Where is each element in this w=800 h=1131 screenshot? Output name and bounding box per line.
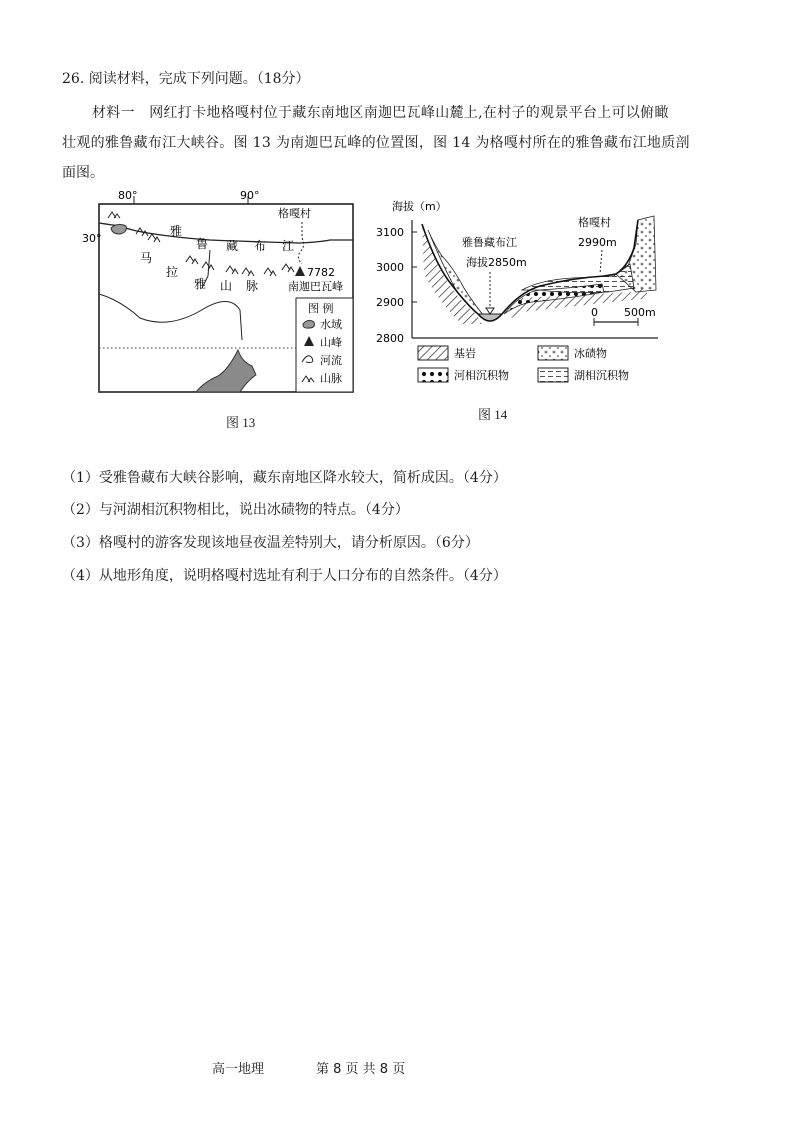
legend-river-sediment: 河相沉积物: [454, 369, 509, 382]
peak-name: 南迦巴瓦峰: [288, 280, 343, 293]
peak-icon: [295, 266, 305, 276]
tick-3100: 3100: [376, 226, 404, 239]
y-axis-title: 海拔（m）: [392, 200, 447, 213]
river-altitude: 海拔2850m: [466, 256, 527, 269]
legend-swatch-lake-sediment: [538, 368, 568, 382]
river-char-4: 布: [254, 239, 267, 253]
legend-moraine: 冰碛物: [574, 347, 607, 360]
sub-question-1: （1）受雅鲁藏布大峡谷影响，藏东南地区降水较大，简析成因。（4分）: [62, 470, 507, 486]
figure-13-caption: 图 13: [226, 415, 256, 430]
river-char-2: 鲁: [196, 237, 209, 251]
mountain-char-3: 雅: [194, 277, 207, 291]
lake-icon: [111, 224, 126, 234]
lon-90-label: 90°: [240, 189, 260, 202]
sub-question-2: （2）与河湖相沉积物相比，说出冰碛物的特点。（4分）: [62, 502, 409, 518]
figure-14-profile: [372, 194, 662, 394]
mountain-char-5: 脉: [246, 279, 259, 293]
river-char-5: 江: [282, 239, 295, 253]
sub-question-4: （4）从地形角度，说明格嘎村选址有利于人口分布的自然条件。（4分）: [62, 568, 507, 584]
legend-swatch-river-sediment: [418, 368, 448, 382]
lon-80-label: 80°: [118, 189, 138, 202]
mountain-char-4: 山: [220, 279, 233, 293]
legend-title: 图 例: [308, 302, 334, 315]
sub-question-3: （3）格嘎村的游客发现该地昼夜温差特别大，请分析原因。（6分）: [62, 535, 479, 551]
river-char-1: 雅: [170, 224, 183, 238]
footer-subject: 高一地理: [212, 1062, 265, 1077]
legend-mountain: 山脉: [320, 372, 342, 385]
river-label: 雅鲁藏布江: [462, 236, 517, 249]
peak-height: 7782: [307, 266, 335, 279]
figure-14-caption: 图 14: [478, 407, 508, 422]
legend-peak: 山峰: [320, 336, 342, 349]
legend-bedrock: 基岩: [454, 347, 476, 360]
material-text-line-1: 材料一 网红打卡地格嘎村位于藏东南地区南迦巴瓦峰山麓上,在村子的观景平台上可以俯瞰: [92, 105, 669, 121]
village-label: 格嘎村: [278, 207, 311, 220]
tick-3000: 3000: [376, 261, 404, 274]
figure-13-map: [82, 189, 365, 405]
lat-30-label: 30°: [82, 232, 102, 245]
question-header: 26. 阅读材料，完成下列问题。（18分）: [62, 71, 310, 87]
footer-page-number: 第 8 页 共 8 页: [316, 1062, 406, 1077]
river-char-3: 藏: [226, 239, 239, 253]
mountain-char-2: 拉: [166, 265, 179, 279]
material-text-line-2: 壮观的雅鲁藏布江大峡谷。图 13 为南迦巴瓦峰的位置图，图 14 为格嘎村所在的雅鲁藏布江地质剖: [62, 135, 690, 151]
village-label: 格嘎村: [578, 216, 611, 229]
village-altitude: 2990m: [578, 236, 617, 249]
legend-water: 水域: [320, 318, 342, 331]
legend-lake-sediment: 湖相沉积物: [574, 369, 629, 382]
scale-500: 500m: [624, 306, 656, 319]
material-text-line-3: 面图。: [62, 165, 104, 181]
legend-swatch-moraine: [538, 346, 568, 360]
scale-0: 0: [591, 306, 598, 319]
tick-2900: 2900: [376, 296, 404, 309]
legend-swatch-bedrock: [418, 346, 448, 360]
legend-river: 河流: [320, 354, 342, 367]
mountain-char-1: 马: [140, 251, 153, 265]
tick-2800: 2800: [376, 332, 404, 345]
